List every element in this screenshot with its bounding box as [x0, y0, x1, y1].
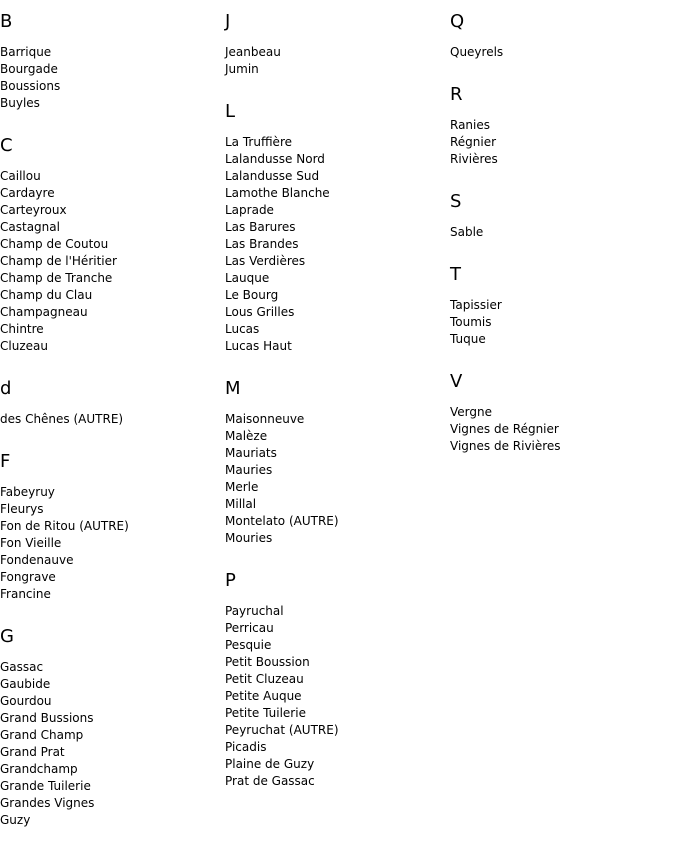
place-link[interactable]: Le Bourg [225, 288, 279, 302]
letter-group [450, 263, 670, 348]
place-link[interactable]: Millal [225, 497, 257, 511]
place-link[interactable]: Ranies [450, 118, 491, 132]
place-link[interactable]: Grand Bussions [0, 711, 94, 725]
place-link[interactable]: Grand Champ [0, 728, 84, 742]
group-letter-heading: Q [450, 11, 465, 32]
place-link[interactable]: Malèze [225, 429, 268, 443]
group-letter-heading: d [0, 378, 12, 399]
place-list [225, 134, 445, 355]
place-link[interactable]: Queyrels [450, 45, 504, 59]
place-link[interactable]: Régnier [450, 135, 497, 149]
place-link[interactable]: Boussions [0, 79, 61, 93]
letter-group [450, 190, 670, 241]
place-link[interactable]: Petit Boussion [225, 655, 310, 669]
letter-group [0, 134, 220, 355]
place-link[interactable]: Champ de Tranche [0, 271, 113, 285]
place-link[interactable]: Mauries [225, 463, 273, 477]
place-link[interactable]: Champ du Clau [0, 288, 93, 302]
place-link[interactable]: des Chênes (AUTRE) [0, 412, 124, 426]
letter-group [450, 370, 670, 455]
place-link[interactable]: Maisonneuve [225, 412, 305, 426]
place-link[interactable]: Chintre [0, 322, 44, 336]
letter-group [450, 10, 670, 61]
place-link[interactable]: Grandes Vignes [0, 796, 95, 810]
place-link[interactable]: Las Barures [225, 220, 296, 234]
group-letter-heading: B [0, 11, 13, 32]
place-link[interactable]: Gaubide [0, 677, 51, 691]
place-link[interactable]: Fleurys [0, 502, 44, 516]
place-link[interactable]: Picadis [225, 740, 267, 754]
place-link[interactable]: Laprade [225, 203, 274, 217]
place-list [0, 168, 220, 355]
place-link[interactable]: Montelato (AUTRE) [225, 514, 339, 528]
place-list [225, 603, 445, 790]
place-link[interactable]: Mauriats [225, 446, 277, 460]
place-list [0, 411, 220, 428]
place-link[interactable]: Caillou [0, 169, 41, 183]
place-link[interactable]: Barrique [0, 45, 52, 59]
place-link[interactable]: Guzy [0, 813, 31, 827]
place-link[interactable]: Grande Tuilerie [0, 779, 91, 793]
place-list [0, 484, 220, 603]
place-link[interactable]: Champagneau [0, 305, 88, 319]
place-link[interactable]: Lalandusse Nord [225, 152, 325, 166]
place-link[interactable]: Las Verdières [225, 254, 306, 268]
place-link[interactable]: Pesquie [225, 638, 272, 652]
place-link[interactable]: Francine [0, 587, 51, 601]
place-link[interactable]: Prat de Gassac [225, 774, 315, 788]
place-link[interactable]: Jeanbeau [225, 45, 281, 59]
place-link[interactable]: Petite Tuilerie [225, 706, 306, 720]
place-link[interactable]: Jumin [225, 62, 259, 76]
letter-group [225, 100, 445, 355]
group-letter-heading: L [225, 101, 236, 122]
place-link[interactable]: Lalandusse Sud [225, 169, 320, 183]
place-link[interactable]: Carteyroux [0, 203, 67, 217]
place-link[interactable]: Lauque [225, 271, 270, 285]
index-column-3 [450, 10, 670, 477]
place-link[interactable]: Gourdou [0, 694, 52, 708]
group-letter-heading: J [225, 11, 231, 32]
place-link[interactable]: Castagnal [0, 220, 60, 234]
place-link[interactable]: Gassac [0, 660, 44, 674]
index-column-1 [0, 10, 220, 851]
group-letter-heading: M [225, 378, 241, 399]
place-link[interactable]: Lucas Haut [225, 339, 292, 353]
place-link[interactable]: Vignes de Régnier [450, 422, 559, 436]
letter-group [225, 377, 445, 547]
index-column-2 [225, 10, 445, 812]
letter-group [0, 377, 220, 428]
place-list [450, 44, 670, 61]
place-link[interactable]: Vignes de Rivières [450, 439, 561, 453]
place-link[interactable]: Buyles [0, 96, 40, 110]
place-list [225, 411, 445, 547]
place-link[interactable]: Champ de Coutou [0, 237, 109, 251]
letter-group [450, 83, 670, 168]
place-link[interactable]: La Truffière [225, 135, 292, 149]
place-link[interactable]: Merle [225, 480, 259, 494]
place-list [0, 44, 220, 112]
place-link[interactable]: Tapissier [450, 298, 502, 312]
place-link[interactable]: Tuque [450, 332, 486, 346]
place-link[interactable]: Peyruchat (AUTRE) [225, 723, 339, 737]
place-link[interactable]: Champ de l'Héritier [0, 254, 117, 268]
place-link[interactable]: Grand Prat [0, 745, 65, 759]
place-list [450, 117, 670, 168]
place-link[interactable]: Fondenauve [0, 553, 74, 567]
place-link[interactable]: Petite Auque [225, 689, 302, 703]
place-link[interactable]: Vergne [450, 405, 492, 419]
place-list [450, 404, 670, 455]
place-link[interactable]: Grandchamp [0, 762, 78, 776]
place-link[interactable]: Lamothe Blanche [225, 186, 330, 200]
place-link[interactable]: Sable [450, 225, 484, 239]
group-letter-heading: G [0, 626, 14, 647]
place-link[interactable]: Bourgade [0, 62, 58, 76]
place-link[interactable]: Perricau [225, 621, 274, 635]
place-list [0, 659, 220, 829]
letter-group [0, 450, 220, 603]
place-list [450, 224, 670, 241]
place-link[interactable]: Lous Grilles [225, 305, 295, 319]
place-link[interactable]: Lucas [225, 322, 260, 336]
letter-group [225, 569, 445, 790]
place-link[interactable]: Rivières [450, 152, 498, 166]
place-link[interactable]: Las Brandes [225, 237, 299, 251]
place-link[interactable]: Fon de Ritou (AUTRE) [0, 519, 129, 533]
group-letter-heading: R [450, 84, 463, 105]
place-link[interactable]: Fon Vieille [0, 536, 62, 550]
place-link[interactable]: Fabeyruy [0, 485, 55, 499]
letter-group [0, 625, 220, 829]
place-link[interactable]: Cluzeau [0, 339, 48, 353]
group-letter-heading: F [0, 451, 11, 472]
place-link[interactable]: Cardayre [0, 186, 55, 200]
place-link[interactable]: Petit Cluzeau [225, 672, 304, 686]
place-link[interactable]: Payruchal [225, 604, 284, 618]
letter-group [0, 10, 220, 112]
place-list [450, 297, 670, 348]
place-link[interactable]: Plaine de Guzy [225, 757, 315, 771]
group-letter-heading: V [450, 371, 463, 392]
group-letter-heading: T [450, 264, 461, 285]
group-letter-heading: C [0, 135, 13, 156]
place-link[interactable]: Toumis [450, 315, 492, 329]
place-link[interactable]: Mouries [225, 531, 273, 545]
place-link[interactable]: Fongrave [0, 570, 56, 584]
group-letter-heading: S [450, 191, 462, 212]
group-letter-heading: P [225, 570, 236, 591]
letter-group [225, 10, 445, 78]
place-list [225, 44, 445, 78]
